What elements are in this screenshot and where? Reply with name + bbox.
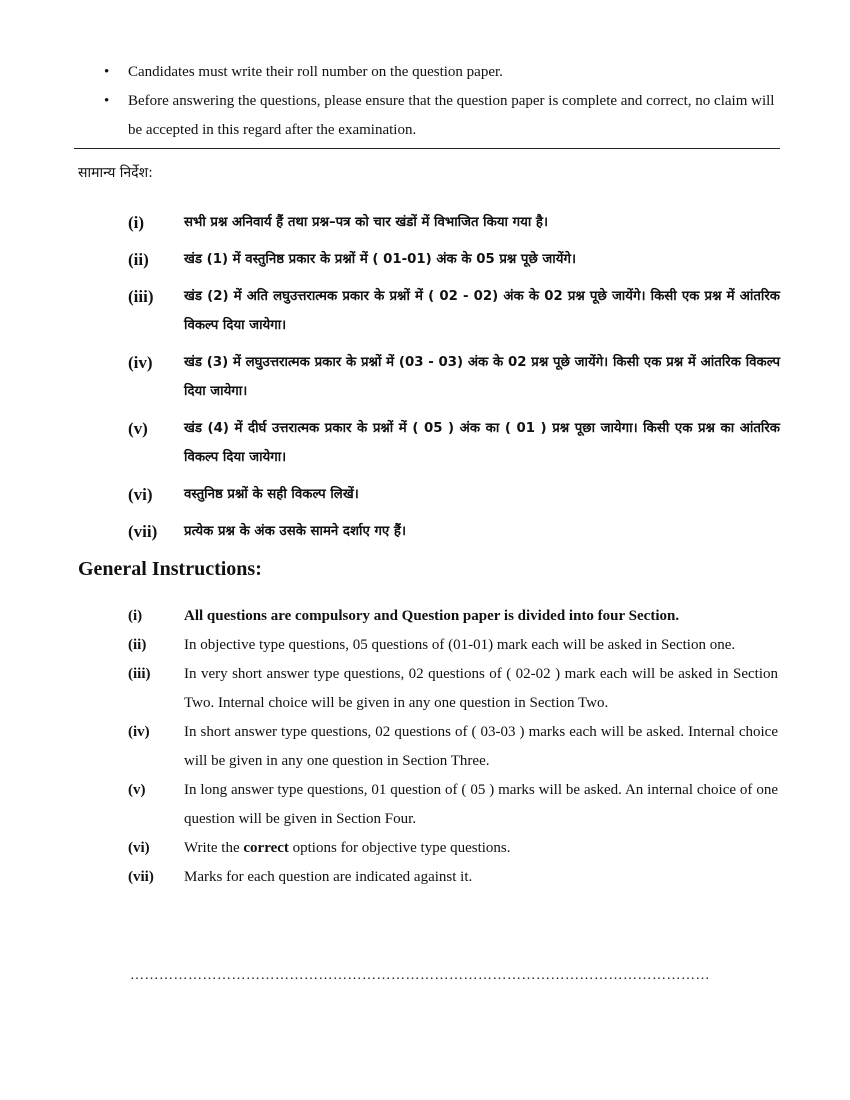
hindi-instruction-item <box>128 348 780 406</box>
hindi-instruction-item <box>128 517 780 546</box>
hindi-instruction-text: खंड (2) में अति लघुउत्तरात्मक प्रकार के प्रश्नों में ( 02 - 02) अंक के 02 प्रश्न पूछे जायेंगे। किसी एक प्रश्न में आंतरिक विकल्प दिया जायेगा। <box>184 289 780 333</box>
item-number: (ii) <box>128 637 147 653</box>
bullet-icon: • <box>104 93 110 109</box>
candidate-notes-list <box>104 58 784 145</box>
item-number: (vii) <box>128 869 154 885</box>
item-number: (iii) <box>128 666 151 682</box>
english-instruction-item <box>128 602 778 631</box>
hindi-instruction-item <box>128 414 780 472</box>
item-number: (vi) <box>128 485 153 504</box>
item-number: (iv) <box>128 724 150 740</box>
candidate-note-text: Before answering the questions, please ensure that the question paper is complete and correct, no claim will be accepted in this regard after the examination. <box>128 93 775 138</box>
item-number: (i) <box>128 608 143 624</box>
footer-dotted-line: ………………………………………………………………………………………………………… <box>130 968 710 983</box>
english-instruction-item <box>128 863 778 892</box>
bullet-icon: • <box>104 64 110 80</box>
english-instruction-text: In very short answer type questions, 02 questions of ( 02-02 ) mark each will be asked in Section Two. Internal choice will be given in any one question in Section Two. <box>184 666 778 711</box>
hindi-instruction-text: प्रत्येक प्रश्न के अंक उसके सामने दर्शाए गए हैं। <box>184 524 407 539</box>
english-instruction-text <box>184 834 778 863</box>
hindi-instruction-text: खंड (3) में लघुउत्तरात्मक प्रकार के प्रश्नों में (03 - 03) अंक के 02 प्रश्न पूछे जायेंगे। किसी एक प्रश्न में आंतरिक विकल्प दिया जायेगा। <box>184 355 780 399</box>
candidate-note-item <box>104 87 784 145</box>
english-instruction-item <box>128 631 778 660</box>
item-number: (iii) <box>128 287 154 306</box>
hindi-instruction-text: वस्तुनिष्ठ प्रश्नों के सही विकल्प लिखें। <box>184 487 359 502</box>
english-instruction-text: In objective type questions, 05 questions of (01-01) mark each will be asked in Section one. <box>184 637 736 653</box>
hindi-instruction-text: खंड (1) में वस्तुनिष्ठ प्रकार के प्रश्नों में ( 01-01) अंक के 05 प्रश्न पूछे जायेंगे। <box>184 252 576 267</box>
english-instruction-item <box>128 776 778 834</box>
english-instruction-item <box>128 718 778 776</box>
instruction-text-part: Write the <box>184 840 244 856</box>
item-number: (iv) <box>128 353 153 372</box>
item-number: (i) <box>128 213 145 232</box>
hindi-instruction-item <box>128 245 780 274</box>
item-number: (vi) <box>128 840 150 856</box>
english-instruction-item <box>128 660 778 718</box>
item-number: (ii) <box>128 250 149 269</box>
english-instruction-text: Marks for each question are indicated against it. <box>184 869 473 885</box>
horizontal-divider <box>74 148 780 149</box>
hindi-instruction-item <box>128 480 780 509</box>
hindi-instruction-text: खंड (4) में दीर्घ उत्तरात्मक प्रकार के प्रश्नों में ( 05 ) अंक का ( 01 ) प्रश्न पूछा जायेगा। किसी एक प्रश्न का आंतरिक विकल्प दिया जायेगा। <box>184 421 780 465</box>
english-instruction-text: In short answer type questions, 02 questions of ( 03-03 ) marks each will be asked. Internal choice will be given in any one question in Section Three. <box>184 724 778 769</box>
hindi-instruction-item <box>128 208 780 237</box>
hindi-instruction-text: सभी प्रश्न अनिवार्य हैं तथा प्रश्न–पत्र को चार खंडों में विभाजित किया गया है। <box>184 215 548 230</box>
candidate-note-item <box>104 58 784 87</box>
item-number: (vii) <box>128 522 158 541</box>
hindi-instructions-title: सामान्य निर्देश: <box>78 165 153 181</box>
candidate-note-text: Candidates must write their roll number on the question paper. <box>128 64 503 80</box>
item-number: (v) <box>128 419 148 438</box>
hindi-instructions-list <box>128 208 780 554</box>
english-instructions-list <box>128 602 778 892</box>
english-instruction-text: All questions are compulsory and Question paper is divided into four Section. <box>184 608 680 624</box>
english-instruction-text: In long answer type questions, 01 question of ( 05 ) marks will be asked. An internal choice of one question will be given in Section Four. <box>184 782 778 827</box>
hindi-instruction-item <box>128 282 780 340</box>
english-instruction-item <box>128 834 778 863</box>
instruction-emphasis: correct <box>243 840 289 856</box>
item-number: (v) <box>128 782 146 798</box>
general-instructions-heading: General Instructions: <box>78 558 262 580</box>
instruction-text-part: options for objective type questions. <box>288 840 511 856</box>
